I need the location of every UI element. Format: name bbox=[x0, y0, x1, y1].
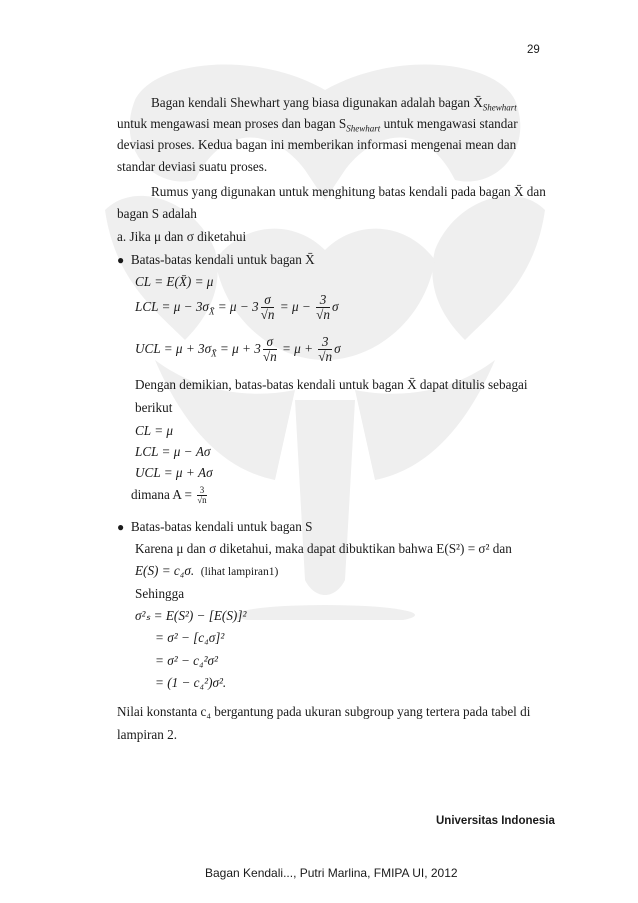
fraction: $\frac{3}{√n}$ bbox=[318, 334, 333, 365]
text: = μ − 3 bbox=[214, 299, 259, 314]
equation-cl: CL = μ bbox=[135, 423, 174, 438]
bullet-item bbox=[117, 516, 313, 538]
subscript: Shewhart bbox=[346, 123, 381, 134]
paragraph-line: Karena μ dan σ diketahui, maka dapat dibuktikan bahwa E(S²) = σ² dan bbox=[135, 541, 512, 556]
subscript: Shewhart bbox=[482, 102, 517, 113]
subscript: X̄ bbox=[208, 306, 215, 317]
subscript: X̄ bbox=[211, 348, 217, 359]
text: Bagan kendali Shewhart yang biasa digunakan adalah bagan X̄ bbox=[151, 95, 483, 110]
equation-cl: CL = E(X̄) = μ bbox=[135, 274, 214, 289]
bullet-title: Batas-batas kendali untuk bagan S bbox=[130, 519, 313, 534]
paragraph-line: Dengan demikian, batas-batas kendali untuk bagan X̄ dapat ditulis sebagai bbox=[135, 377, 528, 392]
equation-line: = (1 − c₄²)σ². bbox=[155, 675, 227, 690]
bullet-icon: ● bbox=[117, 520, 125, 534]
text: σ bbox=[331, 299, 339, 314]
text: = μ + 3 bbox=[216, 341, 261, 356]
fraction: $\frac{3}{√n}$ bbox=[197, 485, 207, 506]
equation-line: σ²ₛ = E(S²) − [E(S)]² bbox=[135, 608, 247, 623]
paragraph-line: berikut bbox=[135, 400, 173, 415]
paragraph-line: lampiran 2. bbox=[117, 727, 178, 742]
text: = μ − bbox=[276, 299, 315, 314]
page-number: 29 bbox=[527, 44, 540, 56]
bullet-icon: ● bbox=[117, 253, 125, 267]
equation-lcl: LCL = μ − Aσ bbox=[135, 444, 211, 459]
case-heading: a. Jika μ dan σ diketahui bbox=[117, 229, 247, 244]
reference: (lihat lampiran1) bbox=[200, 566, 279, 578]
equation-ucl: UCL = μ + Aσ bbox=[135, 465, 213, 480]
equation-line: = σ² − [c₄σ]² bbox=[155, 630, 225, 645]
paragraph-line: standar deviasi suatu proses. bbox=[117, 159, 268, 174]
equation-line: = σ² − c₄²σ² bbox=[155, 653, 218, 668]
text: dimana A = bbox=[131, 487, 196, 502]
paragraph-line: bagan S adalah bbox=[117, 206, 197, 221]
fraction: $\frac{3}{√n}$ bbox=[316, 292, 330, 323]
bullet-item bbox=[117, 249, 315, 271]
footer-citation: Bagan Kendali..., Putri Marlina, FMIPA UI, 2012 bbox=[205, 866, 458, 880]
text: UCL = μ + 3σ bbox=[135, 341, 212, 356]
bullet-title: Batas-batas kendali untuk bagan X̄ bbox=[130, 252, 315, 267]
text: = μ + bbox=[278, 341, 317, 356]
definition-a bbox=[131, 483, 209, 507]
paragraph-line: deviasi proses. Kedua bagan ini memberikan informasi mengenai mean dan bbox=[117, 137, 517, 152]
equation: E(S) = c₄σ. bbox=[135, 563, 195, 578]
text: untuk mengawasi standar bbox=[380, 116, 518, 131]
fraction: $\frac{\sigma}{√n}$ bbox=[260, 292, 275, 323]
paragraph-line: Nilai konstanta c₄ bergantung pada ukuran subgroup yang tertera pada tabel di bbox=[117, 704, 531, 719]
paragraph-line: Sehingga bbox=[135, 586, 185, 601]
text: σ bbox=[334, 341, 341, 356]
footer-institution: Universitas Indonesia bbox=[436, 815, 555, 827]
equation-ucl bbox=[135, 334, 341, 369]
paragraph-line: Rumus yang digunakan untuk menghitung batas kendali pada bagan X̄ dan bbox=[151, 184, 546, 199]
equation-lcl bbox=[135, 292, 338, 327]
text: LCL = μ − 3σ bbox=[135, 299, 209, 314]
paragraph-line bbox=[135, 560, 278, 583]
fraction: $\frac{\sigma}{√n}$ bbox=[262, 334, 277, 365]
text: untuk mengawasi mean proses dan bagan S bbox=[117, 116, 347, 131]
